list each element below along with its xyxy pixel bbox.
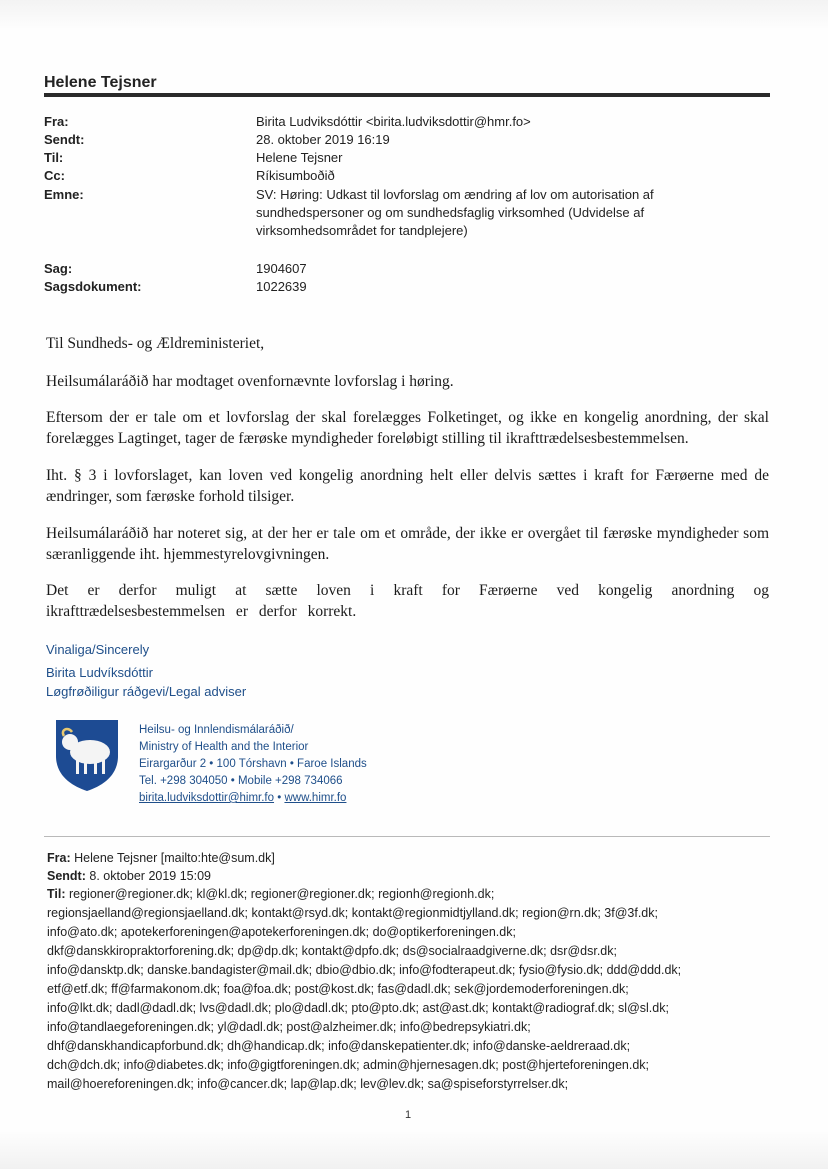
signature-closing: Vinaliga/Sincerely bbox=[46, 642, 150, 657]
header-value: Helene Tejsner bbox=[256, 150, 343, 165]
body-paragraph: Heilsumálaráðið har noteret sig, at der her er tale om et område, der ikke er overgået til færøske myndigheder som særanliggende iht. hjemmestyrelovgivningen. bbox=[46, 525, 769, 563]
header-value: 1022639 bbox=[256, 279, 307, 294]
forward-sent-label: Sendt: bbox=[47, 869, 86, 883]
forward-from-line bbox=[47, 849, 275, 868]
org-name: Heilsu- og Innlendismálaráðið/ bbox=[139, 724, 294, 736]
forward-to-recipients: dhf@danskhandicapforbund.dk; dh@handicap.dk; info@danskepatienter.dk; info@danske-aeldreraad.dk; bbox=[47, 1039, 631, 1053]
signature-name: Birita Ludvíksdóttir bbox=[46, 665, 153, 680]
header-label: Cc: bbox=[44, 168, 65, 183]
org-email-link[interactable]: birita.ludviksdottir@himr.fo bbox=[139, 792, 275, 804]
forward-to-recipients: etf@etf.dk; ff@farmakonom.dk; foa@foa.dk; post@kost.dk; fas@dadl.dk; sek@jordemoderforeningen.dk; bbox=[47, 982, 629, 996]
forward-to-recipients: dkf@danskkiropraktorforening.dk; dp@dp.dk; kontakt@dpfo.dk; ds@socialraadgiverne.dk; dsr@dsr.dk; bbox=[47, 944, 617, 958]
header-label: Emne: bbox=[44, 187, 84, 202]
header-value: Birita Ludviksdóttir <birita.ludviksdottir@hmr.fo> bbox=[256, 114, 531, 129]
forward-to-recipients: info@tandlaegeforeningen.dk; yl@dadl.dk; post@alzheimer.dk; info@bedrepsykiatri.dk; bbox=[47, 1020, 531, 1034]
body-greeting: Til Sundheds- og Ældreministeriet, bbox=[46, 335, 265, 352]
org-phones: Tel. +298 304050 • Mobile +298 734066 bbox=[139, 775, 343, 787]
org-address: Eirargarður 2 • 100 Tórshavn • Faroe Islands bbox=[139, 758, 367, 770]
forward-to-recipients: info@dansktp.dk; danske.bandagister@mail.dk; dbio@dbio.dk; info@fodterapeut.dk; fysio@fysio.dk; ddd@ddd.dk; bbox=[47, 963, 682, 977]
body-paragraph: Det er derfor muligt at sætte loven i kraft for Færøerne ved kongelig anordning og ikrafttrædelsesbestemmelsen er derfor korrekt. bbox=[46, 582, 769, 620]
forward-to-line bbox=[47, 885, 494, 904]
header-value: 28. oktober 2019 16:19 bbox=[256, 132, 390, 147]
header-label: Til: bbox=[44, 150, 64, 165]
page-number: 1 bbox=[405, 1109, 412, 1121]
forward-to-recipients: mail@hoereforeningen.dk; info@cancer.dk; lap@lap.dk; lev@lev.dk; sa@spiseforstyrrelser.dk; bbox=[47, 1077, 569, 1091]
body-paragraph: Heilsumálaráðið har modtaget ovenfornævnte lovforslag i høring. bbox=[46, 373, 454, 390]
sender-title: Helene Tejsner bbox=[44, 74, 157, 91]
org-website-link[interactable]: www.himr.fo bbox=[284, 792, 347, 804]
header-value: 1904607 bbox=[256, 261, 307, 276]
org-contact-line bbox=[139, 790, 367, 807]
forward-from-value: Helene Tejsner [mailto:hte@sum.dk] bbox=[74, 851, 275, 865]
forward-to-recipients: dch@dch.dk; info@diabetes.dk; info@gigtforeningen.dk; admin@hjernesagen.dk; post@hjerteforeningen.dk; bbox=[47, 1058, 650, 1072]
faroe-coat-of-arms-icon bbox=[54, 718, 120, 792]
forward-sent-line bbox=[47, 867, 211, 886]
forward-separator bbox=[44, 836, 770, 837]
signature-role: Løgfrøðiligur ráðgevi/Legal adviser bbox=[46, 684, 247, 699]
header-label: Fra: bbox=[44, 114, 69, 129]
header-value: Ríkisumboðið bbox=[256, 168, 335, 183]
forward-to-recipients: regioner@regioner.dk; kl@kl.dk; regioner@regioner.dk; regionh@regionh.dk; bbox=[69, 887, 495, 901]
forward-to-recipients: regionsjaelland@regionsjaelland.dk; kontakt@rsyd.dk; kontakt@regionmidtjylland.dk; region@rn.dk; 3f@3f.dk; bbox=[47, 906, 658, 920]
forward-sent-value: 8. oktober 2019 15:09 bbox=[89, 869, 211, 883]
forward-to-recipients: info@lkt.dk; dadl@dadl.dk; lvs@dadl.dk; plo@dadl.dk; pto@pto.dk; ast@ast.dk; kontakt@radiograf.dk; sl@sl.dk; bbox=[47, 1001, 669, 1015]
forward-from-label: Fra: bbox=[47, 851, 71, 865]
title-rule bbox=[44, 93, 770, 97]
organization-block bbox=[139, 722, 367, 807]
header-value: SV: Høring: Udkast til lovforslag om ændring af lov om autorisation af sundhedspersoner og om sundhedsfaglig virksomhed (Udvidelse af virksomhedsområdet for tandplejere) bbox=[256, 187, 654, 238]
body-paragraph: Eftersom der er tale om et lovforslag der skal forelægges Folketinget, og ikke en kongelig anordning, der skal forelægges Lagtinget, tager de færøske myndigheder foreløbigt stilling til ikrafttrædelsesbestemmelsen. bbox=[46, 409, 769, 447]
org-name-english: Ministry of Health and the Interior bbox=[139, 741, 309, 753]
forward-to-recipients: info@ato.dk; apotekerforeningen@apotekerforeningen.dk; do@optikerforeningen.dk; bbox=[47, 925, 516, 939]
header-label: Sag: bbox=[44, 261, 73, 276]
org-separator: • bbox=[274, 792, 285, 804]
body-paragraph: Iht. § 3 i lovforslaget, kan loven ved kongelig anordning helt eller delvis sættes i kraft for Færøerne med de ændringer, som færøske forhold tilsiger. bbox=[46, 467, 769, 505]
forward-to-label: Til: bbox=[47, 887, 66, 901]
header-label: Sendt: bbox=[44, 132, 85, 147]
header-label: Sagsdokument: bbox=[44, 279, 142, 294]
